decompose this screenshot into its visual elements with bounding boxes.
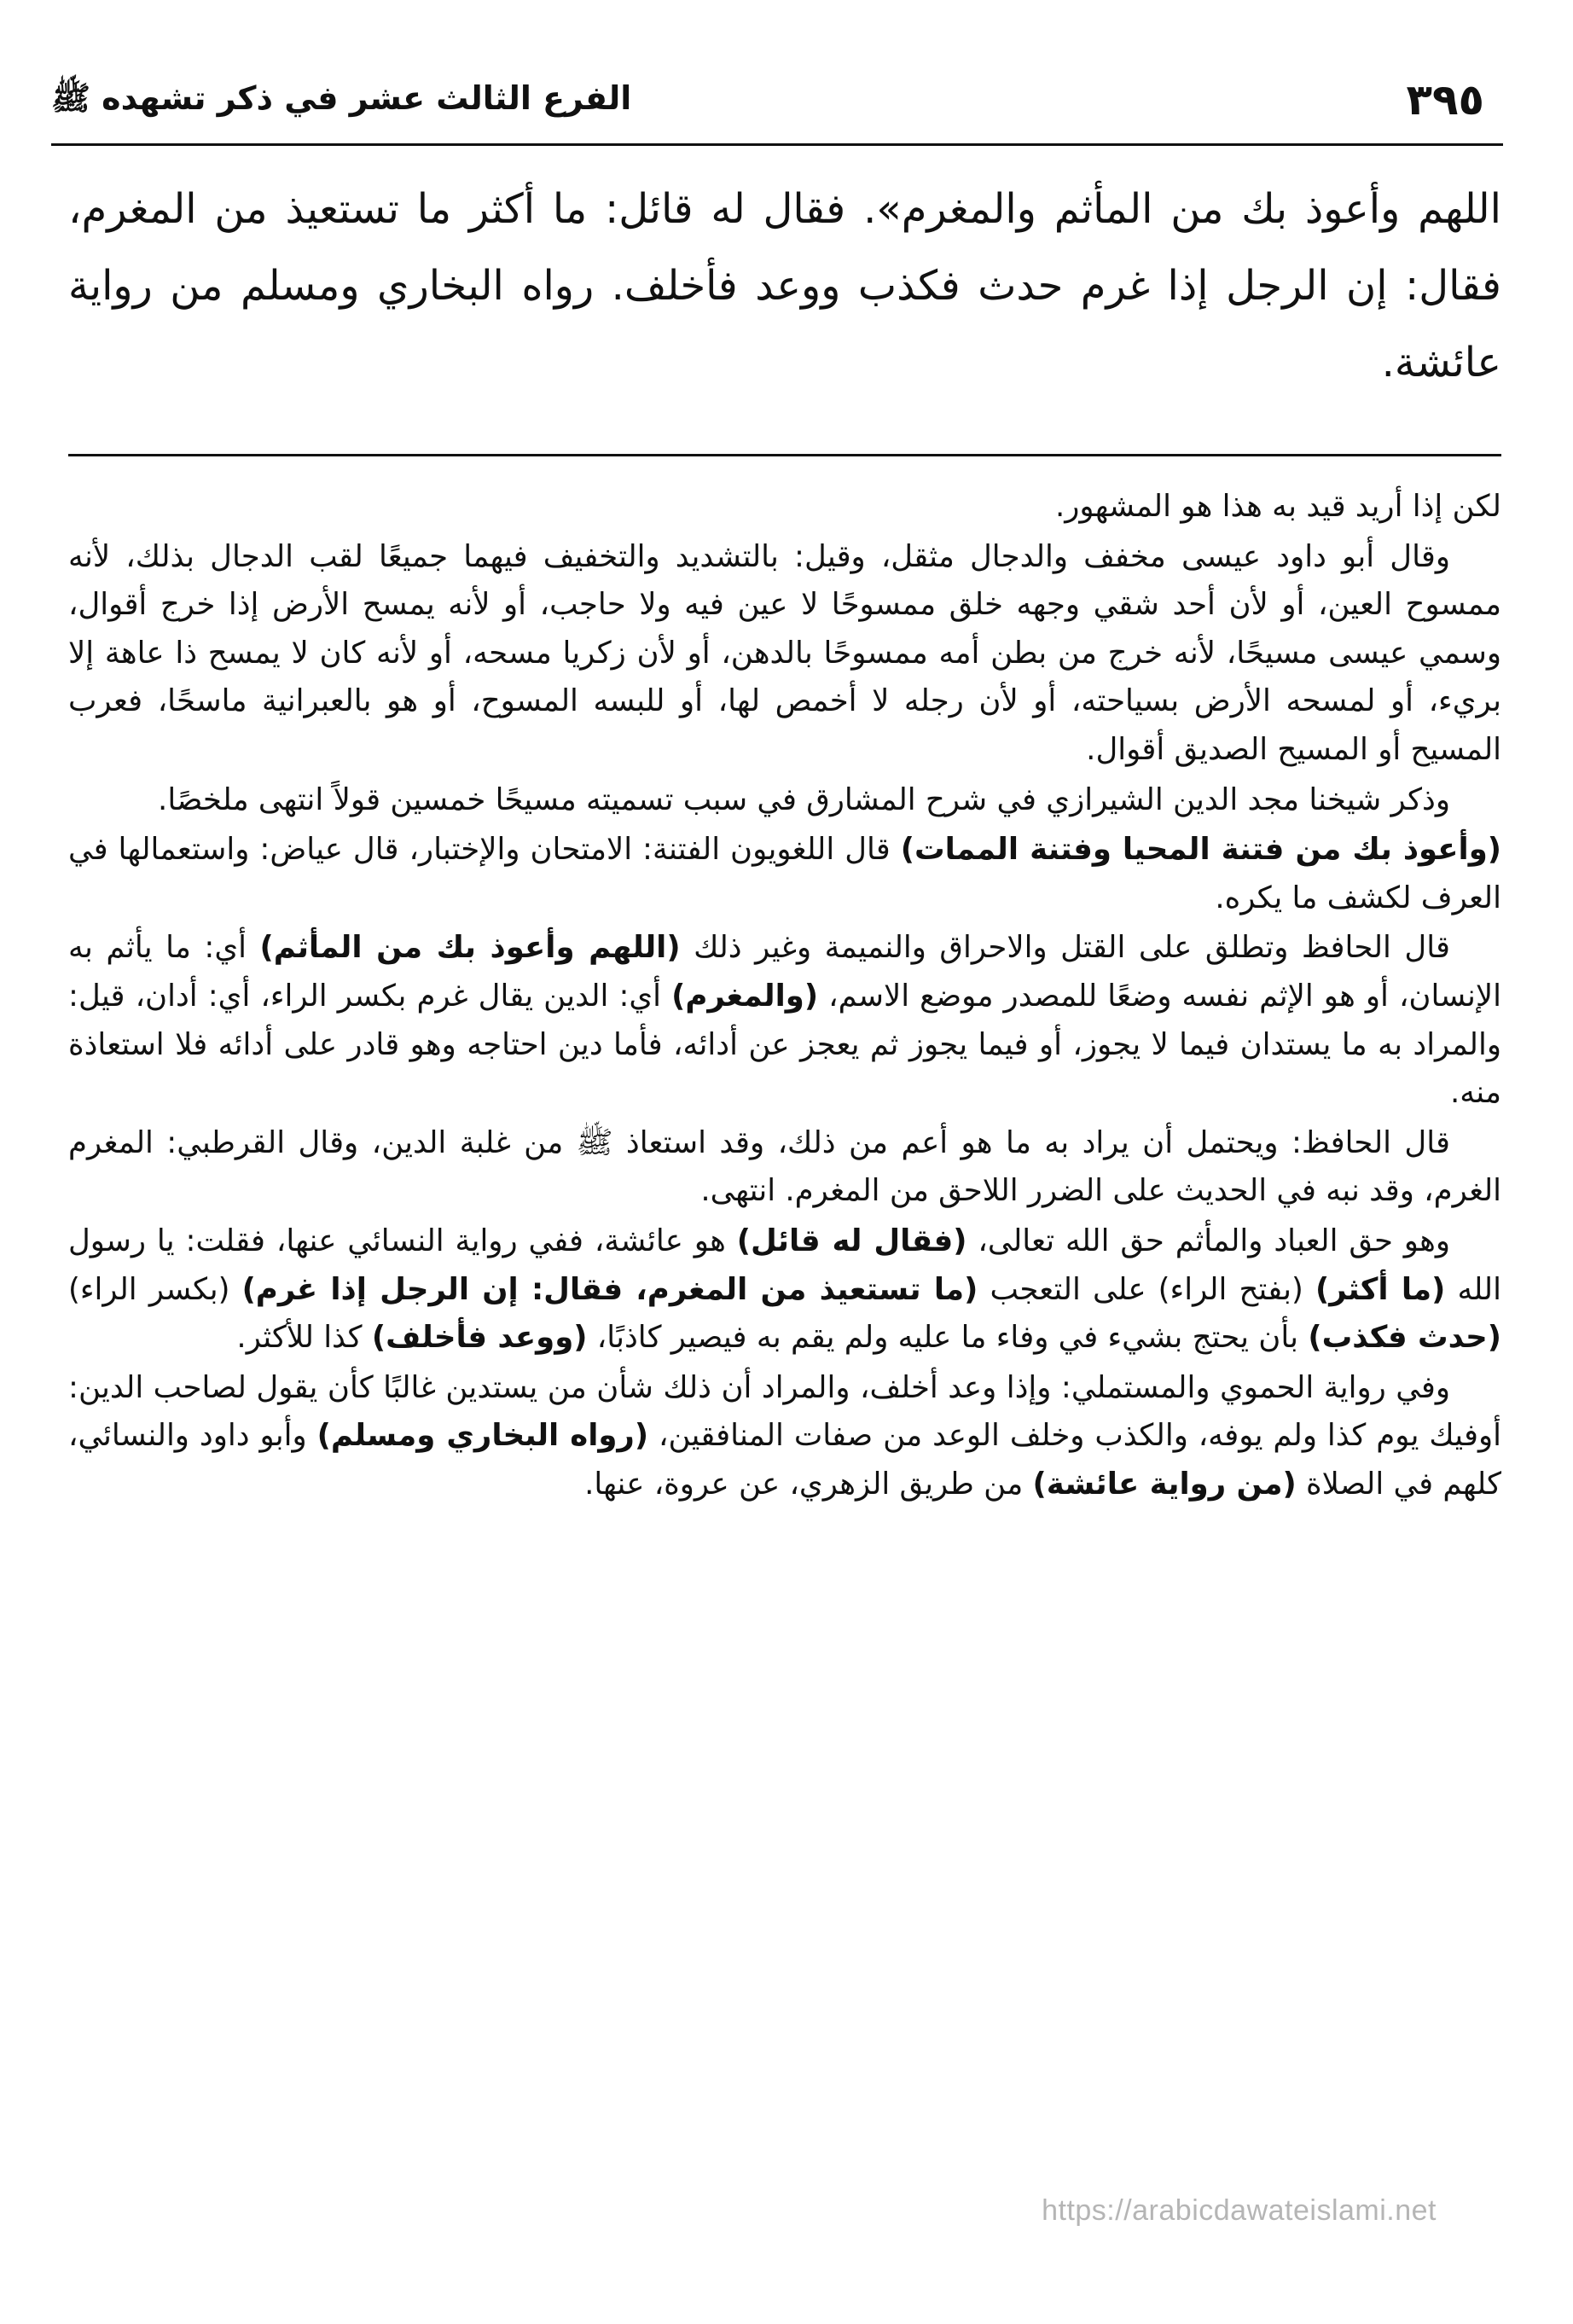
commentary-text: من طريق الزهري، عن عروة، عنها. xyxy=(584,1466,1033,1502)
quoted-matn-text: (ووعد فأخلف) xyxy=(371,1320,588,1356)
commentary-paragraph xyxy=(68,776,1501,825)
quoted-matn-text: (والمغرم) xyxy=(671,978,819,1014)
commentary-text: هو عائشة، ففي رواية النسائي عنها، فقلت: يا رسول الله xyxy=(68,1223,1501,1307)
commentary-text: أي: الدين يقال غرم بكسر الراء، أي: أدان، قيل: والمراد به ما يستدان فيما لا يجوز، أو فيما يجوز ثم يعجز عن أدائه، فأما دين احتاجه وهو قادر على أدائه فلا استعاذة منه. xyxy=(68,978,1501,1111)
quoted-matn-text: (اللهم وأعوذ بك من المأثم) xyxy=(259,930,681,966)
commentary-text: (بكسر الراء) xyxy=(68,1271,242,1307)
header-rule xyxy=(51,143,1503,146)
commentary xyxy=(68,483,1501,1510)
commentary-text: وقال أبو داود عيسى مخفف والدجال مثقل، وقيل: بالتشديد والتخفيف فيهما جميعًا لقب الدجال بذلك، لأنه ممسوح العين، أو لأن أحد شقي وجهه خلق ممسوحًا لا عين فيه ولا حاجب، أو لأنه يمسح الأرض إذا خرج أقوال، وسمي عيسى مسيحًا، لأنه خرج من بطن أمه ممسوحًا بالدهن، أو لأن زكريا مسحه، أو لأنه كان لا يمسح ذا عاهة إلا بريء، أو لمسحه الأرض بسياحته، أو لأن رجله لا أخمص لها، أو للبسه المسوح، أو هو بالعبرانية ماسحًا، فعرب المسيح أو المسيح الصديق أقوال. xyxy=(68,538,1501,767)
page-header xyxy=(51,75,1501,135)
commentary-text: قال الحافظ وتطلق على القتل والاحراق والنميمة وغير ذلك xyxy=(680,930,1450,966)
commentary-paragraph xyxy=(68,826,1501,922)
commentary-paragraph xyxy=(68,1119,1501,1216)
quoted-matn-text: (ما تستعيذ من المغرم، فقال: إن الرجل إذا غرم) xyxy=(241,1271,978,1307)
commentary-paragraph xyxy=(68,1217,1501,1362)
watermark-url: https://arabicdawateislami.net xyxy=(1042,2194,1437,2227)
quoted-matn-text: (حدث فكذب) xyxy=(1308,1320,1501,1356)
quoted-matn-text: (ما أكثر) xyxy=(1315,1271,1446,1307)
commentary-text: كذا للأكثر. xyxy=(236,1320,372,1356)
commentary-text: قال الحافظ: ويحتمل أن يراد به ما هو أعم من ذلك، وقد استعاذ ﷺ من غلبة الدين، وقال القرطبي: المغرم الغرم، وقد نبه في الحديث على الضرر اللاحق من المغرم. انتهى. xyxy=(68,1124,1501,1209)
quoted-matn-text: (وأعوذ بك من فتنة المحيا وفتنة الممات) xyxy=(900,832,1501,868)
commentary-text: وذكر شيخنا مجد الدين الشيرازي في شرح المشارق في سبب تسميته مسيحًا خمسين قولاً انتهى ملخصًا. xyxy=(158,781,1450,817)
commentary-paragraph xyxy=(68,533,1501,775)
page-number: ٣٩٥ xyxy=(1406,75,1484,125)
commentary-paragraph xyxy=(68,924,1501,1117)
quoted-matn-text: (من رواية عائشة) xyxy=(1032,1466,1297,1502)
commentary-paragraph xyxy=(68,483,1501,532)
commentary-text: لكن إذا أريد قيد به هذا هو المشهور. xyxy=(1054,489,1501,524)
footnote-separator xyxy=(68,454,1501,456)
hadith-text xyxy=(68,171,1501,401)
commentary-text: أي: ما يأثم به الإنسان، أو هو الإثم نفسه وضعًا للمصدر موضع الاسم، xyxy=(68,930,1501,1014)
commentary-text: وفي رواية الحموي والمستملي: وإذا وعد أخلف، والمراد أن ذلك شأن من يستدين غالبًا كأن يقول لصاحب الدين: أوفيك يوم كذا ولم يوفه، والكذب وخلف الوعد من صفات المنافقين، xyxy=(68,1369,1501,1454)
commentary-text: وهو حق العباد والمأثم حق الله تعالى، xyxy=(966,1223,1450,1258)
hadith-paragraph: اللهم وأعوذ بك من المأثم والمغرم». فقال له قائل: ما أكثر ما تستعيذ من المغرم، فقال: إن الرجل إذا غرم حدث فكذب ووعد فأخلف. رواه البخاري ومسلم من رواية عائشة. xyxy=(68,185,1501,386)
commentary-text: بأن يحتج بشيء في وفاء ما عليه ولم يقم به فيصير كاذبًا، xyxy=(587,1320,1309,1356)
commentary-text: (بفتح الراء) على التعجب xyxy=(978,1271,1315,1307)
commentary-text: قال اللغويون الفتنة: الامتحان والإختبار، قال عياض: واستعمالها في العرف لكشف ما يكره. xyxy=(68,832,1501,915)
quoted-matn-text: (فقال له قائل) xyxy=(736,1223,967,1258)
commentary-paragraph xyxy=(68,1364,1501,1509)
quoted-matn-text: (رواه البخاري ومسلم) xyxy=(316,1418,649,1454)
commentary-text: وأبو داود والنسائي، كلهم في الصلاة xyxy=(68,1418,1501,1502)
running-title: الفرع الثالث عشر في ذكر تشهده ﷺ xyxy=(51,79,632,117)
